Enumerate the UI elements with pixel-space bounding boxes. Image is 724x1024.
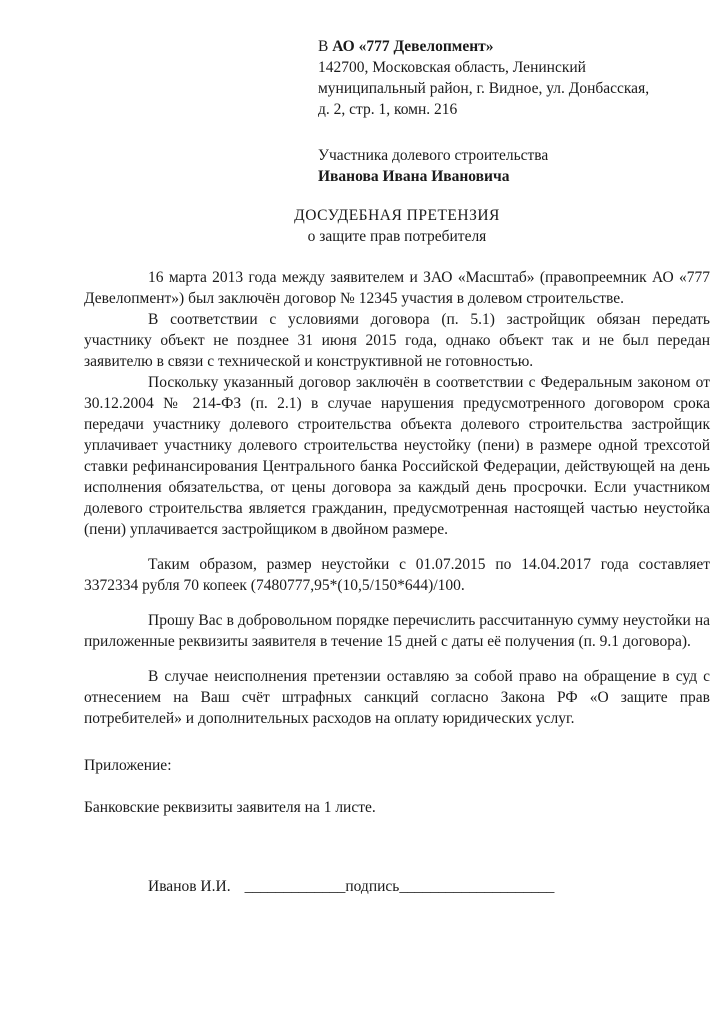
signature-row xyxy=(84,876,710,897)
signature-label: подпись xyxy=(345,878,400,895)
body-paragraph: В случае неисполнения претензии оставляю за собой право на обращение в суд с отнесением на Ваш счёт штрафных санкций согласно Закона РФ «О защите прав потребителей» и дополнительных расходов на оплату юридических услуг. xyxy=(84,668,710,727)
document-title: ДОСУДЕБНАЯ ПРЕТЕНЗИЯ xyxy=(294,207,500,224)
signature-blank-line: _____________ xyxy=(244,878,346,895)
recipient-address-line: д. 2, стр. 1, комн. 216 xyxy=(318,101,458,118)
body-paragraph: Поскольку указанный договор заключён в соответствии с Федеральным законом от 30.12.2004 № 214-ФЗ (п. 2.1) в случае нарушения предусмотренного договором срока передачи участнику долевого строительства объекта долевого строительства застройщик уплачивает участнику долевого строительства неустойку (пени) в размере одной трехсотой ставки рефинансирования Центрального банка Российской Федерации, действующей на день исполнения обязательства, от цены договора за каждый день просрочки. Если участником долевого строительства является гражданин, предусмотренная настоящей частью неустойка (пени) уплачивается застройщиком в двойном размере. xyxy=(84,374,710,538)
document-body xyxy=(84,267,710,729)
recipient-company-name: АО «777 Девелопмент» xyxy=(332,38,494,55)
sender-role: Участника долевого строительства xyxy=(318,147,549,164)
body-paragraph: 16 марта 2013 года между заявителем и ЗАО «Масштаб» (правопреемник АО «777 Девелопмент») был заключён договор № 12345 участия в долевом строительстве. xyxy=(84,269,710,307)
recipient-company-line xyxy=(318,36,674,57)
recipient-address-line: муниципальный район, г. Видное, ул. Донбасская, xyxy=(318,80,650,97)
recipient-block xyxy=(318,36,674,187)
recipient-prefix: В xyxy=(318,38,333,55)
signature-blank-line: ____________________ xyxy=(399,878,555,895)
recipient-address-line: 142700, Московская область, Ленинский xyxy=(318,59,586,76)
body-paragraph: Таким образом, размер неустойки с 01.07.2015 по 14.04.2017 года составляет 3372334 рубля 70 копеек (7480777,95*(10,5/150*644)/100. xyxy=(84,556,710,594)
body-paragraph: Прошу Вас в добровольном порядке перечислить рассчитанную сумму неустойки на приложенные реквизиты заявителя в течение 15 дней с даты её получения (п. 9.1 договора). xyxy=(84,612,710,650)
attachment-item: Банковские реквизиты заявителя на 1 листе. xyxy=(84,799,376,816)
document-title-block xyxy=(84,205,710,247)
sender-name: Иванова Ивана Ивановича xyxy=(318,168,510,185)
attachment-label: Приложение: xyxy=(84,757,172,774)
body-paragraph: В соответствии с условиями договора (п. 5.1) застройщик обязан передать участнику объект не позднее 31 июня 2015 года, однако объект так и не был передан заявителю в связи с технической и конструктивной не готовностью. xyxy=(84,311,710,370)
document-subtitle: о защите прав потребителя xyxy=(307,228,487,245)
signature-name: Иванов И.И. xyxy=(148,878,231,895)
